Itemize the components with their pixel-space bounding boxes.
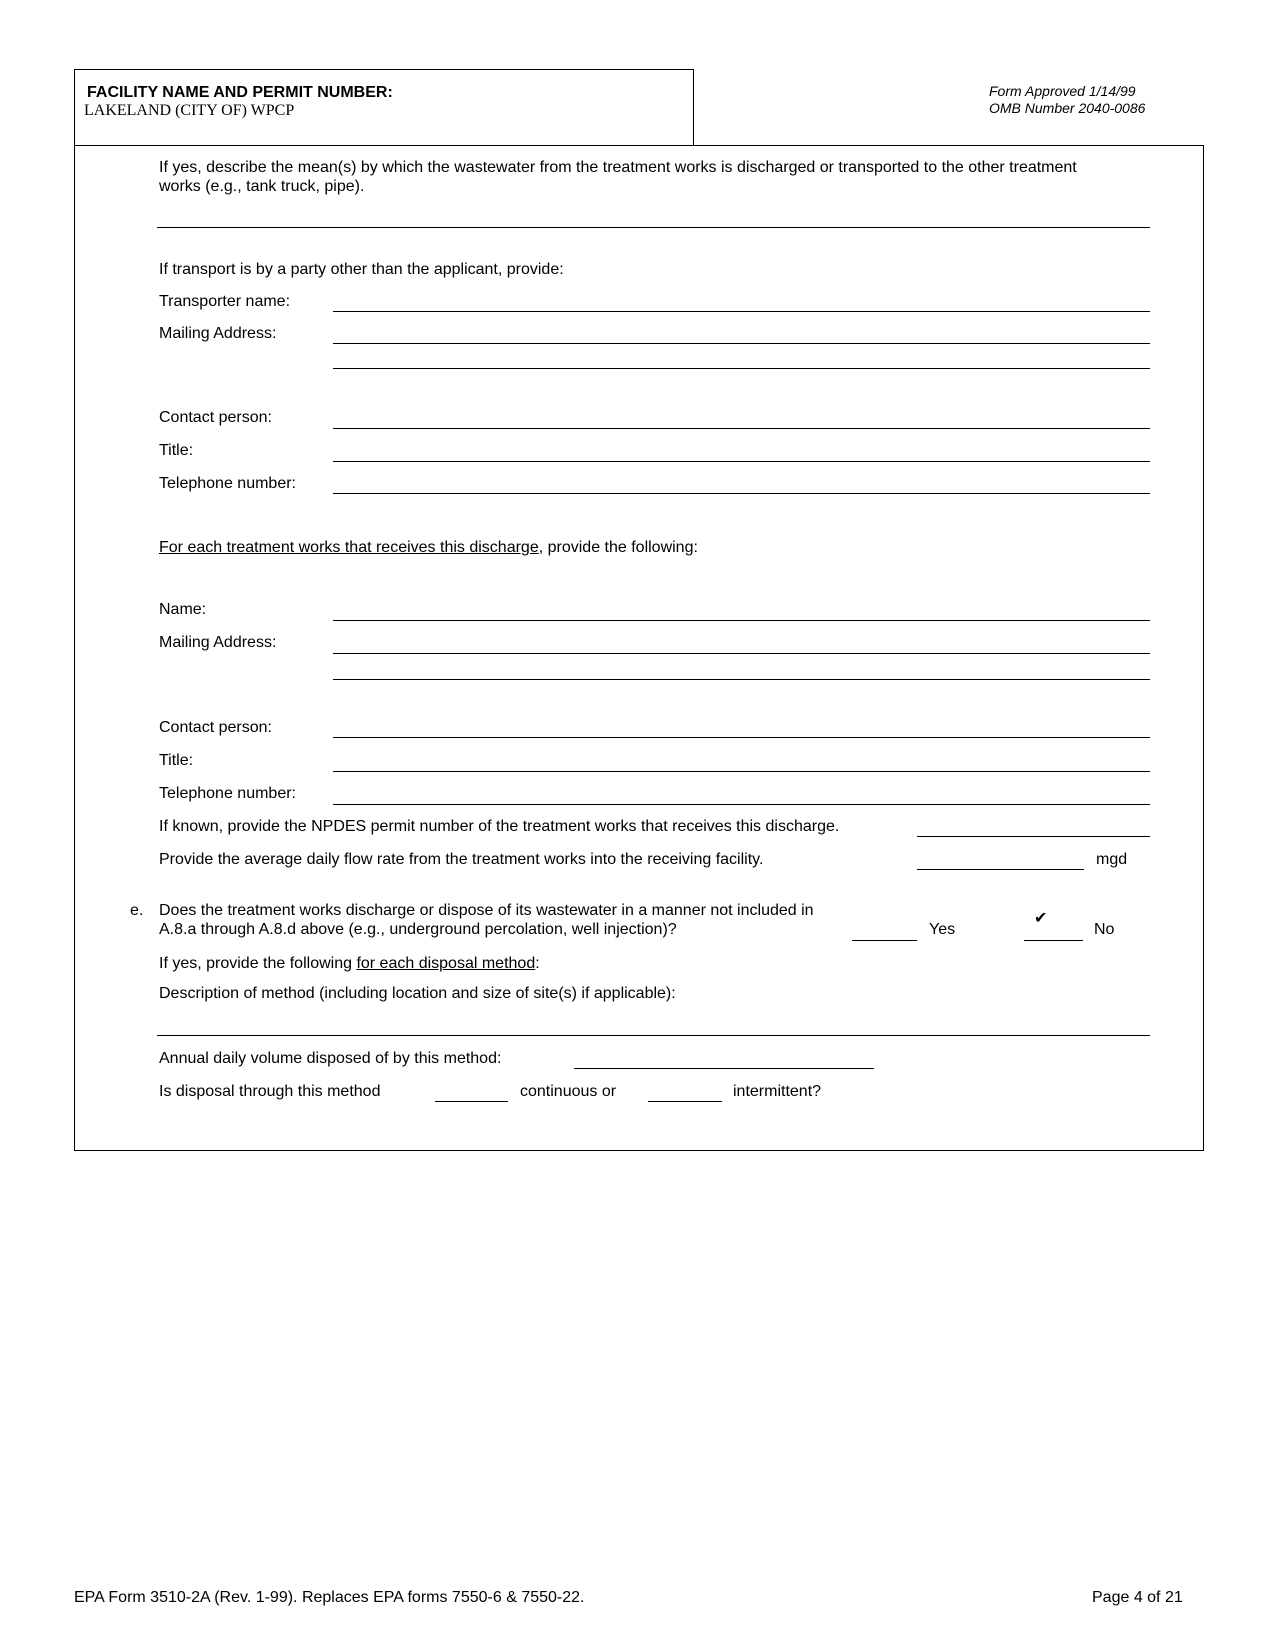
- footer-page-number: Page 4 of 21: [1092, 1589, 1183, 1606]
- transporter-address-field-2[interactable]: [333, 368, 1150, 369]
- section-e-marker: e.: [130, 902, 144, 919]
- transport-intro-line1: If yes, describe the mean(s) by which the wastewater from the treatment works is discharged or transported to the other treatment: [159, 159, 1077, 176]
- receiving-name-field[interactable]: [333, 620, 1150, 621]
- if-yes-disposal-intro: [159, 954, 540, 973]
- receiving-telephone-label: Telephone number:: [159, 785, 296, 802]
- transporter-telephone-label: Telephone number:: [159, 475, 296, 492]
- section-e-question-line1: Does the treatment works discharge or dispose of its wastewater in a manner not included in: [159, 902, 814, 919]
- transport-means-field[interactable]: [157, 227, 1150, 228]
- if-yes-underlined: for each disposal method: [356, 955, 536, 972]
- if-yes-suffix: :: [535, 955, 540, 972]
- npdes-permit-label: If known, provide the NPDES permit number of the treatment works that receives this discharge.: [159, 818, 840, 835]
- receiving-mailing-address-label: Mailing Address:: [159, 634, 277, 651]
- flow-rate-label: Provide the average daily flow rate from the treatment works into the receiving facility.: [159, 851, 764, 868]
- other-party-intro: If transport is by a party other than the applicant, provide:: [159, 261, 564, 278]
- form-approved-date: Form Approved 1/14/99: [989, 83, 1136, 99]
- disposal-description-field[interactable]: [157, 1035, 1150, 1036]
- npdes-permit-field[interactable]: [917, 836, 1150, 837]
- receiving-address-field-2[interactable]: [333, 679, 1150, 680]
- transporter-title-label: Title:: [159, 442, 194, 459]
- transporter-telephone-field[interactable]: [333, 493, 1150, 494]
- transporter-name-label: Transporter name:: [159, 293, 291, 310]
- flow-rate-unit: mgd: [1096, 851, 1128, 868]
- transport-intro-line2: works (e.g., tank truck, pipe).: [159, 178, 365, 195]
- transporter-name-field[interactable]: [333, 311, 1150, 312]
- facility-header-box: [74, 69, 694, 145]
- continuous-label: continuous or: [520, 1083, 617, 1100]
- transporter-contact-label: Contact person:: [159, 409, 272, 426]
- omb-number: OMB Number 2040-0086: [989, 100, 1146, 116]
- receiving-address-field-1[interactable]: [333, 653, 1150, 654]
- disposal-description-label: Description of method (including location and size of site(s) if applicable):: [159, 985, 676, 1002]
- transporter-title-field[interactable]: [333, 461, 1150, 462]
- intermittent-field[interactable]: [648, 1101, 722, 1102]
- continuous-field[interactable]: [435, 1101, 508, 1102]
- receiving-contact-field[interactable]: [333, 737, 1150, 738]
- receiving-intro-rest: , provide the following:: [538, 539, 698, 556]
- receiving-intro: [159, 538, 698, 557]
- no-label: No: [1094, 921, 1115, 938]
- if-yes-prefix: If yes, provide the following: [159, 955, 357, 972]
- intermittent-label: intermittent?: [733, 1083, 822, 1100]
- facility-name: LAKELAND (CITY OF) WPCP: [84, 102, 295, 119]
- annual-volume-label: Annual daily volume disposed of by this method:: [159, 1050, 502, 1067]
- section-e-question-line2: A.8.a through A.8.d above (e.g., underground percolation, well injection)?: [159, 921, 677, 938]
- form-approval-info: [989, 83, 1145, 117]
- receiving-name-label: Name:: [159, 601, 207, 618]
- transporter-mailing-address-label: Mailing Address:: [159, 325, 277, 342]
- receiving-intro-underlined: For each treatment works that receives this discharge: [159, 539, 539, 556]
- no-answer-field[interactable]: [1024, 940, 1083, 941]
- receiving-contact-label: Contact person:: [159, 719, 272, 736]
- receiving-telephone-field[interactable]: [333, 804, 1150, 805]
- transporter-address-field-1[interactable]: [333, 343, 1150, 344]
- flow-rate-field[interactable]: [917, 869, 1084, 870]
- facility-title: FACILITY NAME AND PERMIT NUMBER:: [87, 84, 393, 101]
- footer-form-id: EPA Form 3510-2A (Rev. 1-99). Replaces EPA forms 7550-6 & 7550-22.: [74, 1589, 585, 1606]
- yes-answer-field[interactable]: [852, 940, 917, 941]
- yes-label: Yes: [929, 921, 956, 938]
- no-checkmark-icon: ✔: [1034, 910, 1048, 927]
- transporter-contact-field[interactable]: [333, 428, 1150, 429]
- receiving-title-field[interactable]: [333, 771, 1150, 772]
- annual-volume-field[interactable]: [574, 1068, 874, 1069]
- receiving-title-label: Title:: [159, 752, 194, 769]
- disposal-method-label: Is disposal through this method: [159, 1083, 381, 1100]
